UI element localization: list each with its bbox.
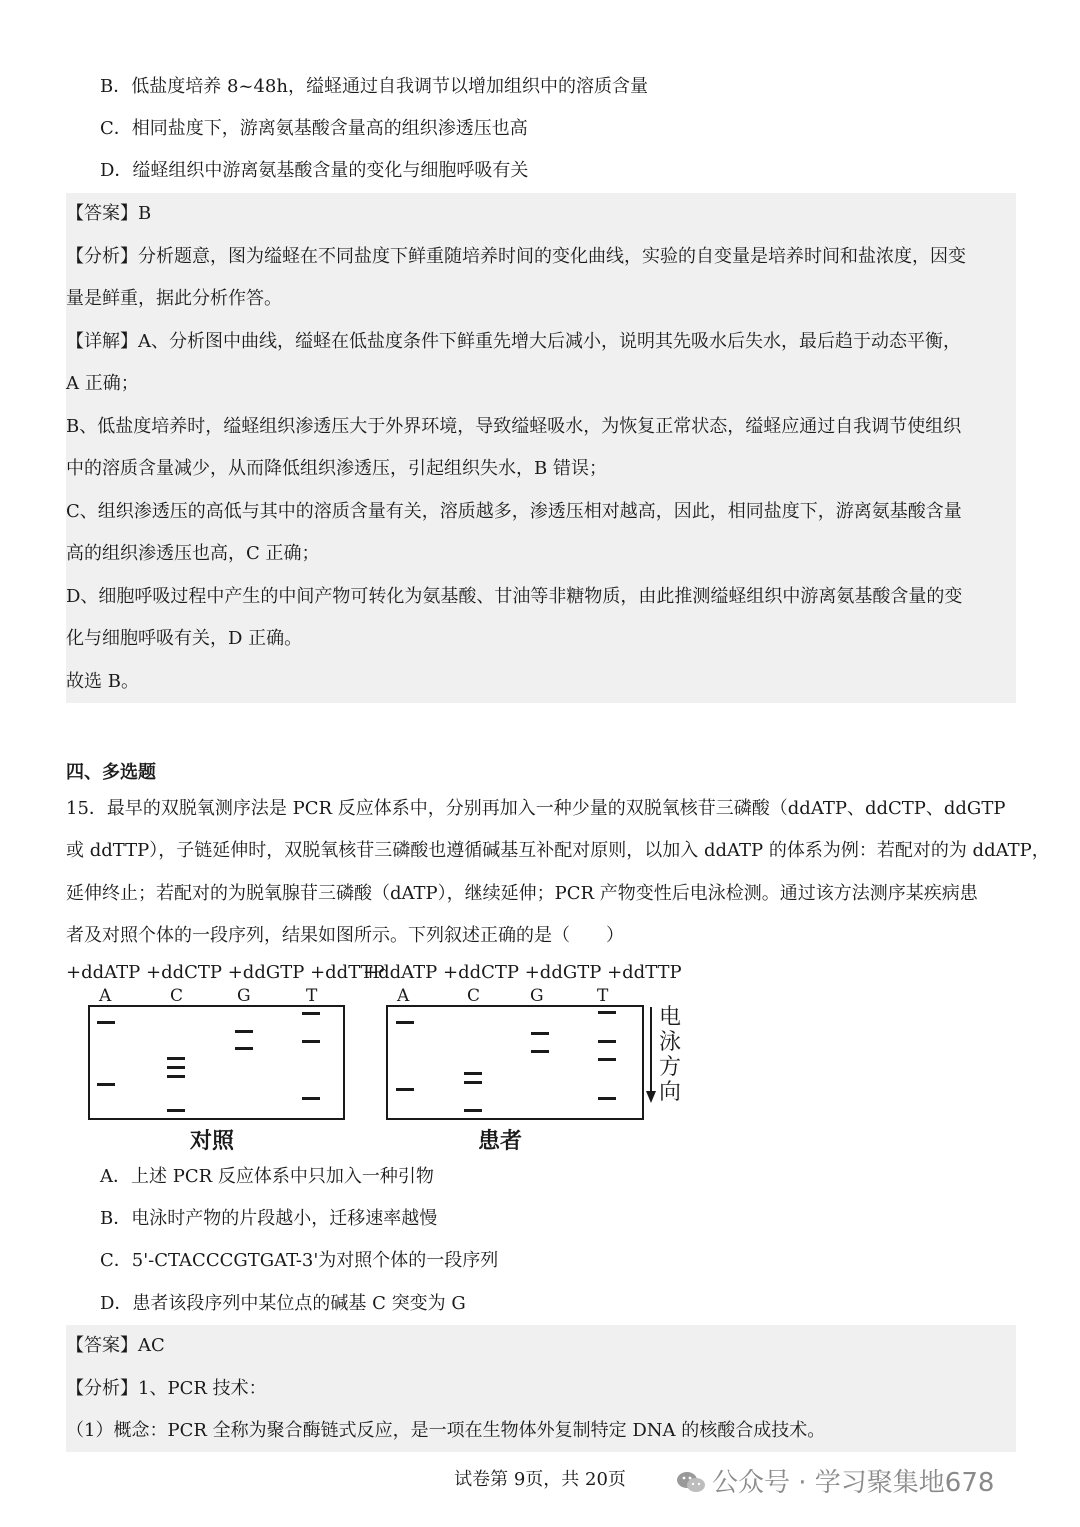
control-lane-t-label: T — [306, 986, 318, 1006]
control-caption: 对照 — [190, 1128, 235, 1154]
q14-detail-line-5: C、组织渗透压的高低与其中的溶质含量有关，溶质越多，渗透压相对越高，因此，相同盐度下，游离氨基酸含量 — [66, 501, 962, 522]
q15-analysis-line-2: （1）概念：PCR 全称为聚合酶链式反应，是一项在生物体外复制特定 DNA 的核酸合成技术。 — [66, 1420, 826, 1441]
q15-stem-line-1: 15．最早的双脱氧测序法是 PCR 反应体系中，分别再加入一种少量的双脱氧核苷三磷酸（ddATP、ddCTP、ddGTP — [66, 798, 1006, 819]
gel-band — [302, 1040, 320, 1043]
q14-option-d: D．缢蛏组织中游离氨基酸含量的变化与细胞呼吸有关 — [100, 160, 529, 181]
q15-option-b: B．电泳时产物的片段越小，迁移速率越慢 — [100, 1208, 438, 1229]
q15-option-d: D．患者该段序列中某位点的碱基 C 突变为 G — [100, 1293, 466, 1314]
wechat-icon — [676, 1470, 706, 1494]
control-gel — [88, 1005, 345, 1120]
patient-lane-c-label: C — [467, 986, 481, 1006]
q14-option-c: C．相同盐度下，游离氨基酸含量高的组织渗透压也高 — [100, 118, 528, 139]
gel-band — [167, 1109, 185, 1112]
gel-band — [464, 1109, 482, 1112]
direction-char: 电 — [658, 1005, 681, 1030]
section-title: 四、多选题 — [66, 762, 156, 783]
direction-char: 泳 — [658, 1030, 681, 1055]
watermark-text: 公众号 · 学习聚集地678 — [712, 1468, 995, 1498]
gel-band — [531, 1050, 549, 1053]
direction-arrow-icon — [644, 1005, 658, 1105]
gel-band — [464, 1072, 482, 1075]
q14-detail-line-2: A 正确； — [66, 373, 139, 394]
q15-option-a: A．上述 PCR 反应体系中只加入一种引物 — [100, 1166, 434, 1187]
gel-band — [302, 1097, 320, 1100]
q14-detail-line-8: 化与细胞呼吸有关，D 正确。 — [66, 628, 303, 649]
gel-band — [235, 1030, 253, 1033]
q15-stem-line-3: 延伸终止；若配对的为脱氧腺苷三磷酸（dATP），继续延伸；PCR 产物变性后电泳检测。通过该方法测序某疾病患 — [66, 883, 978, 904]
direction-char: 向 — [658, 1080, 681, 1105]
q14-detail-line-9: 故选 B。 — [66, 671, 139, 692]
gel-band — [167, 1057, 185, 1060]
patient-lane-a-label: A — [397, 986, 410, 1006]
gel-band — [464, 1081, 482, 1084]
q15-analysis-line-1: 【分析】1、PCR 技术： — [66, 1378, 267, 1399]
control-lane-c-label: C — [170, 986, 184, 1006]
direction-char: 方 — [658, 1055, 681, 1080]
gel-band — [396, 1088, 414, 1091]
control-lane-g-label: G — [237, 986, 251, 1006]
q15-stem-line-4: 者及对照个体的一段序列，结果如图所示。下列叙述正确的是（ ） — [66, 925, 624, 946]
watermark — [676, 1462, 994, 1499]
gel-band — [167, 1075, 185, 1078]
gel-band — [97, 1021, 115, 1024]
control-lane-a-label: A — [99, 986, 112, 1006]
page-footer: 试卷第 9页，共 20页 — [454, 1469, 626, 1490]
gel-band — [598, 1011, 616, 1014]
gel-band — [396, 1021, 414, 1024]
patient-reagent-header: +ddATP +ddCTP +ddGTP +ddTTP — [363, 962, 682, 983]
gel-band — [598, 1097, 616, 1100]
gel-band — [598, 1058, 616, 1061]
gel-band — [235, 1047, 253, 1050]
q15-answer: 【答案】AC — [66, 1335, 165, 1356]
gel-band — [302, 1012, 320, 1015]
patient-caption: 患者 — [478, 1128, 523, 1154]
gel-band — [531, 1032, 549, 1035]
gel-band — [598, 1040, 616, 1043]
gel-band — [97, 1083, 115, 1086]
q14-analysis-line-2: 量是鲜重，据此分析作答。 — [66, 288, 282, 309]
q14-detail-line-3: B、低盐度培养时，缢蛏组织渗透压大于外界环境，导致缢蛏吸水，为恢复正常状态，缢蛏应通过自我调节使组织 — [66, 416, 962, 437]
q14-analysis-line-1: 【分析】分析题意，图为缢蛏在不同盐度下鲜重随培养时间的变化曲线，实验的自变量是培养时间和盐浓度，因变 — [66, 246, 966, 267]
q14-detail-line-4: 中的溶质含量减少，从而降低组织渗透压，引起组织失水，B 错误； — [66, 458, 607, 479]
q14-detail-line-1: 【详解】A、分析图中曲线，缢蛏在低盐度条件下鲜重先增大后减小，说明其先吸水后失水，最后趋于动态平衡， — [66, 331, 961, 352]
direction-label — [658, 1005, 682, 1105]
q14-answer: 【答案】B — [66, 203, 152, 224]
control-reagent-header: +ddATP +ddCTP +ddGTP +ddTTP — [66, 962, 385, 983]
patient-lane-t-label: T — [597, 986, 609, 1006]
q15-stem-line-2: 或 ddTTP），子链延伸时，双脱氧核苷三磷酸也遵循碱基互补配对原则，以加入 ddATP 的体系为例：若配对的为 ddATP， — [66, 840, 1050, 861]
patient-gel — [386, 1005, 644, 1120]
q14-option-b: B．低盐度培养 8~48h，缢蛏通过自我调节以增加组织中的溶质含量 — [100, 76, 648, 97]
gel-band — [167, 1066, 185, 1069]
q15-option-c: C．5'-CTACCCGTGAT-3'为对照个体的一段序列 — [100, 1250, 499, 1271]
patient-lane-g-label: G — [530, 986, 544, 1006]
q14-detail-line-6: 高的组织渗透压也高，C 正确； — [66, 543, 320, 564]
q14-detail-line-7: D、细胞呼吸过程中产生的中间产物可转化为氨基酸、甘油等非糖物质，由此推测缢蛏组织中游离氨基酸含量的变 — [66, 586, 963, 607]
